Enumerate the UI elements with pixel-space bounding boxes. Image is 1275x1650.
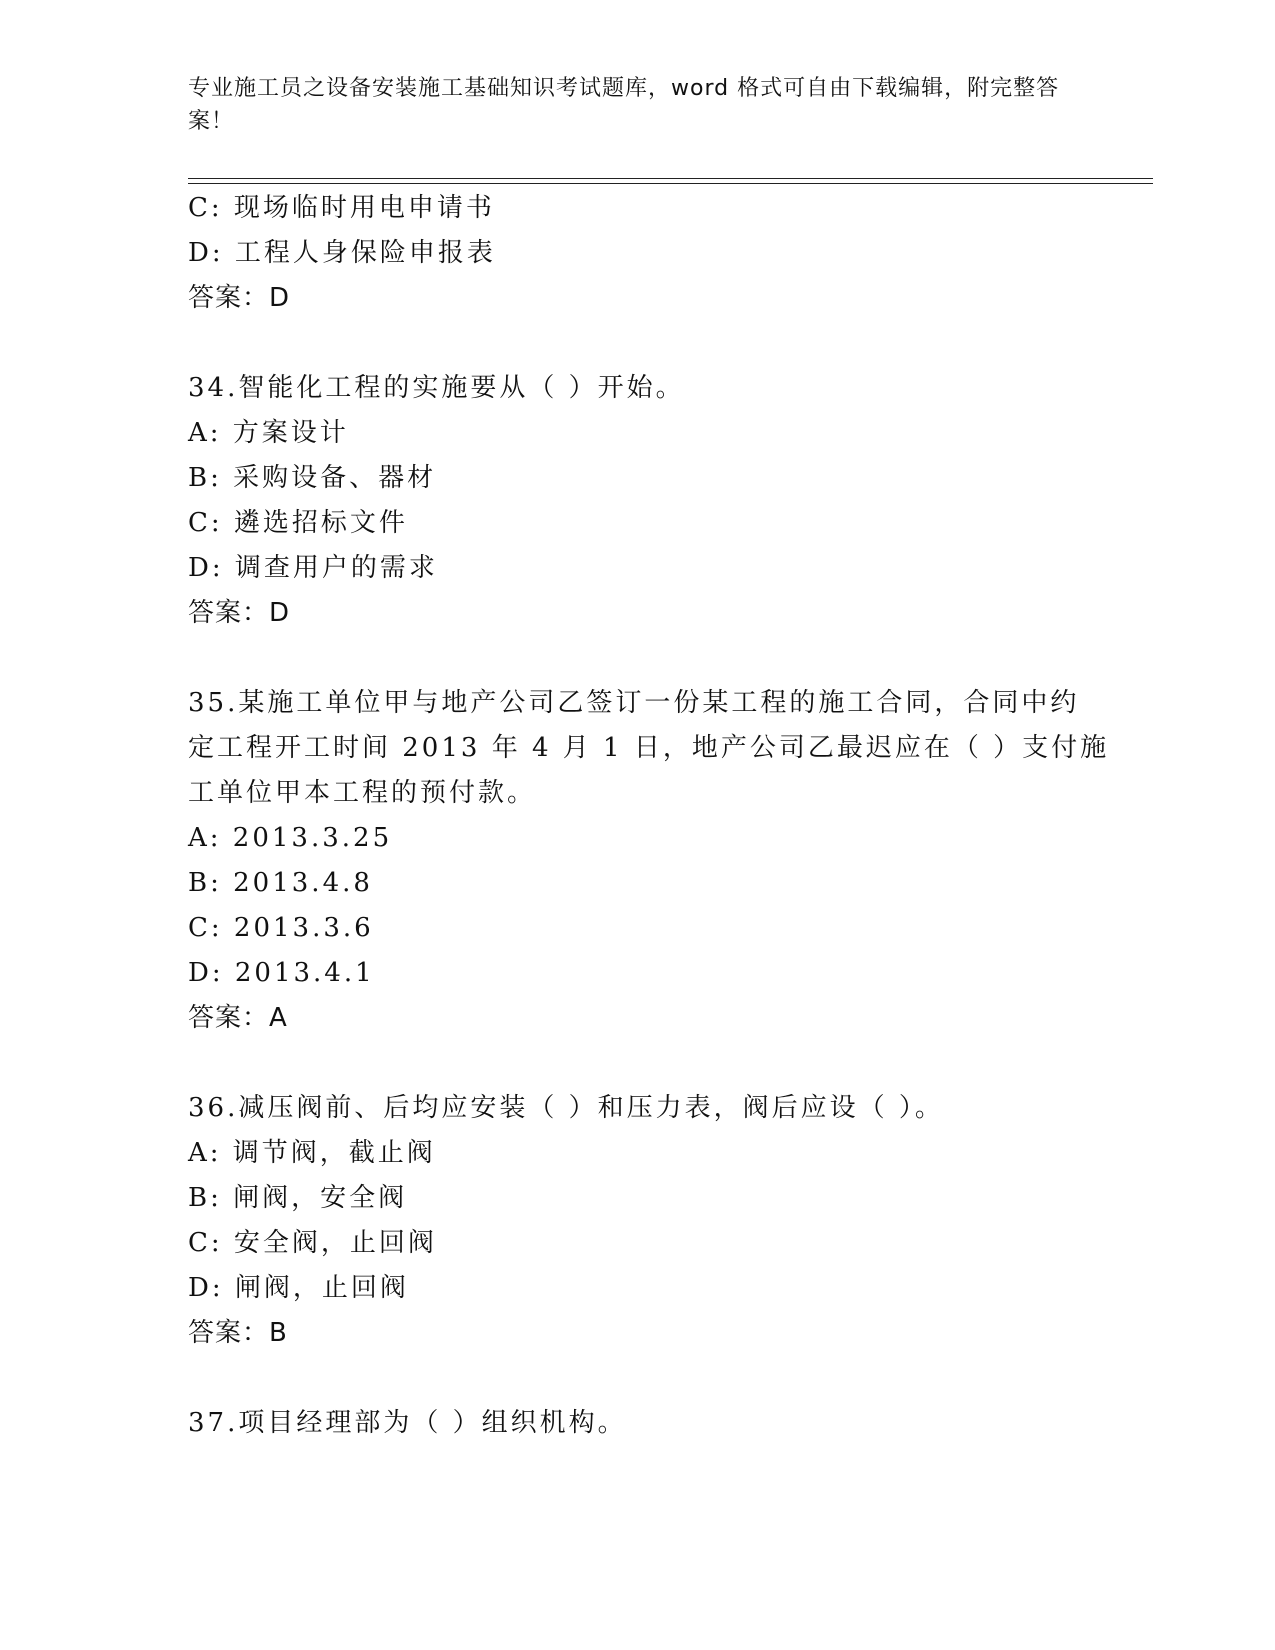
option-c: C: 2013.3.6	[188, 913, 374, 943]
question-35-line-1: 35.某施工单位甲与地产公司乙签订一份某工程的施工合同，合同中约	[188, 688, 1080, 718]
question-35-line-2: 定工程开工时间 2013 年 4 月 1 日，地产公司乙最迟应在（ ）支付施	[188, 733, 1110, 763]
option-a: A: 方案设计	[188, 418, 349, 448]
question-35-line-3: 工单位甲本工程的预付款。	[188, 778, 537, 808]
answer-line: 答案：A	[188, 1003, 288, 1033]
option-d: D: 闸阀，止回阀	[188, 1273, 409, 1303]
answer-line: 答案：D	[188, 598, 291, 628]
option-c: C: 安全阀，止回阀	[188, 1228, 437, 1258]
option-d: D: 调查用户的需求	[188, 553, 438, 583]
option-b: B: 2013.4.8	[188, 868, 373, 898]
header-rule-top	[188, 178, 1153, 179]
question-34: 34.智能化工程的实施要从（ ）开始。	[188, 373, 685, 403]
option-b: B: 采购设备、器材	[188, 463, 437, 493]
option-d: D: 工程人身保险申报表	[188, 238, 496, 268]
option-b: B: 闸阀，安全阀	[188, 1183, 408, 1213]
question-36: 36.减压阀前、后均应安装（ ）和压力表，阀后应设（ ）。	[188, 1093, 944, 1123]
answer-line: 答案：D	[188, 283, 291, 313]
option-c: C: 现场临时用电申请书	[188, 193, 495, 223]
document-header: 专业施工员之设备安装施工基础知识考试题库，word 格式可自由下载编辑，附完整答案！	[188, 76, 1060, 134]
question-37: 37.项目经理部为（ ）组织机构。	[188, 1408, 627, 1438]
option-d: D: 2013.4.1	[188, 958, 375, 988]
option-c: C: 遴选招标文件	[188, 508, 408, 538]
answer-line: 答案：B	[188, 1318, 288, 1348]
header-rule-bottom	[188, 183, 1153, 184]
option-a: A: 2013.3.25	[188, 823, 393, 853]
option-a: A: 调节阀，截止阀	[188, 1138, 436, 1168]
